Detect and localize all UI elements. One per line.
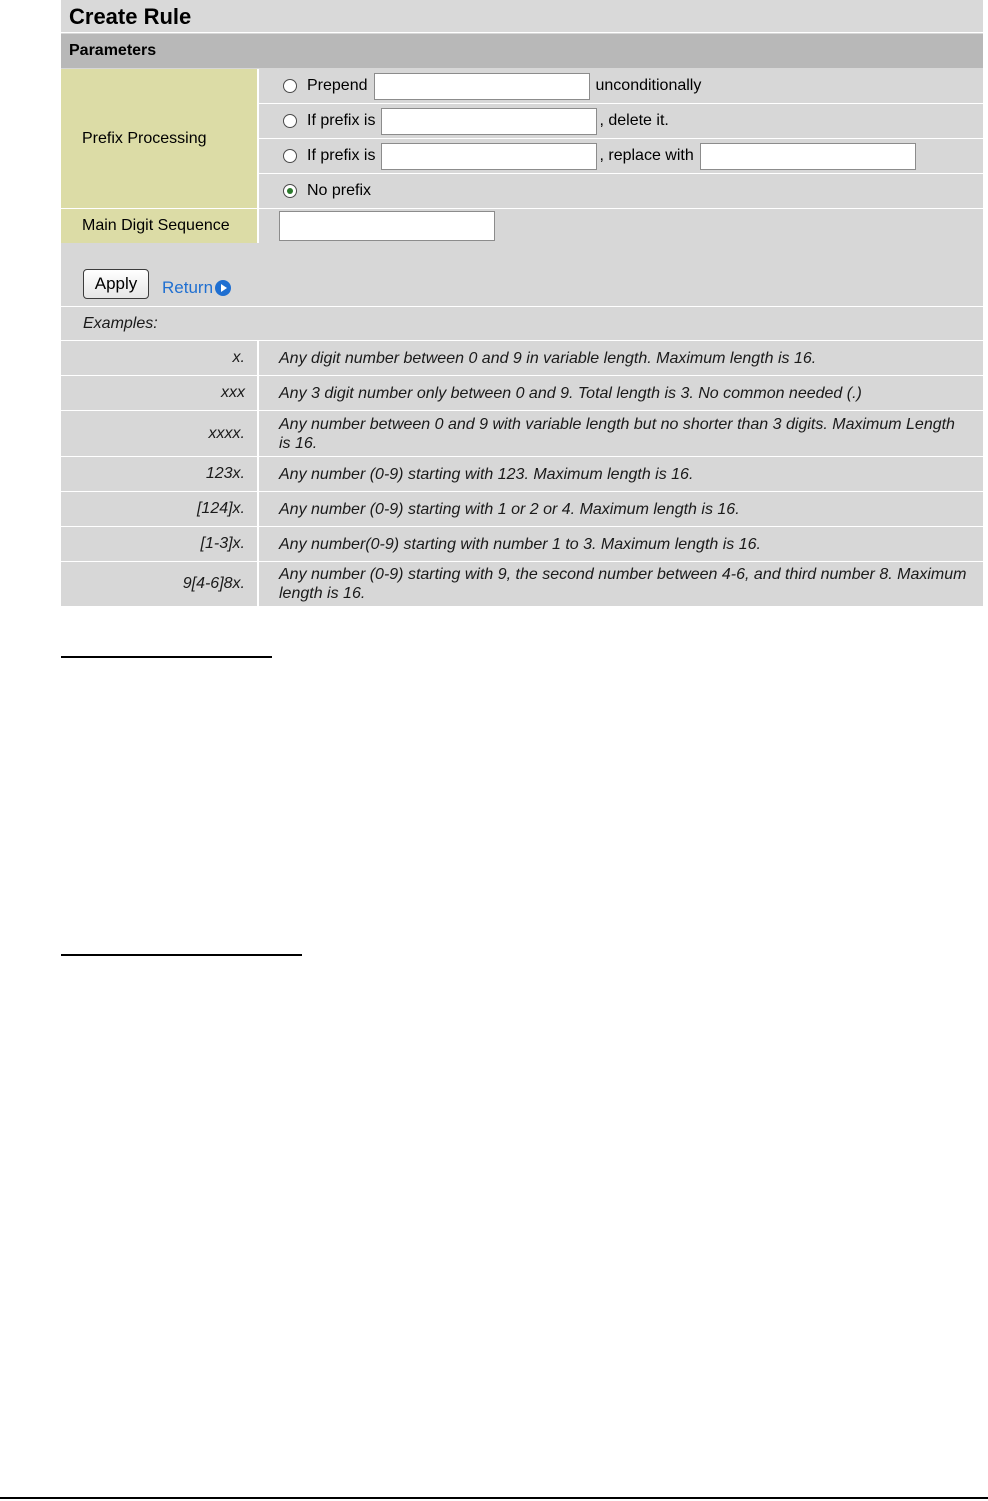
page-title: Create Rule: [61, 0, 983, 33]
prefix-processing-label-text: Prefix Processing: [82, 129, 207, 147]
delete-prefix-suffix: , delete it.: [599, 112, 669, 129]
example-description: Any 3 digit number only between 0 and 9. Total length is 3. No common needed (.): [279, 384, 862, 402]
example-pattern: 9[4-6]8x.: [182, 575, 245, 592]
example-description: Any number(0-9) starting with number 1 to 3. Maximum length is 16.: [279, 535, 761, 553]
prepend-input[interactable]: [374, 73, 590, 100]
replace-prefix-input[interactable]: [381, 143, 597, 170]
return-label[interactable]: Return: [162, 278, 214, 297]
main-digit-sequence-input[interactable]: [279, 211, 495, 241]
replace-with-input[interactable]: [700, 143, 916, 170]
example-row: [61, 527, 983, 561]
arrow-right-circle-icon[interactable]: [215, 280, 231, 296]
prefix-option-none: [259, 174, 983, 208]
example-description: Any number (0-9) starting with 123. Maximum length is 16.: [279, 465, 694, 483]
prepend-radio[interactable]: [283, 79, 297, 93]
delete-prefix-input[interactable]: [381, 108, 597, 135]
example-row: [61, 341, 983, 375]
prepend-suffix: unconditionally: [595, 77, 702, 94]
replace-prefix-label: If prefix is: [307, 147, 376, 164]
example-row: [61, 492, 983, 526]
apply-button[interactable]: Apply: [83, 269, 149, 299]
example-pattern: xxx: [221, 384, 245, 401]
example-pattern: [124]x.: [196, 500, 245, 517]
prefix-processing-label: [61, 69, 257, 208]
underline-divider: [61, 954, 302, 956]
page-bottom-rule: [0, 1497, 988, 1499]
main-digit-sequence-row: [259, 209, 983, 243]
main-digit-sequence-label-text: Main Digit Sequence: [82, 217, 230, 234]
examples-heading: Examples:: [83, 315, 158, 332]
underline-divider: [61, 656, 272, 658]
example-row: [61, 457, 983, 491]
example-pattern: x.: [232, 349, 245, 366]
example-pattern: xxxx.: [208, 424, 245, 442]
section-title-parameters: Parameters: [61, 34, 983, 68]
prefix-option-replace: [259, 139, 983, 173]
example-description: Any digit number between 0 and 9 in variable length. Maximum length is 16.: [279, 349, 817, 367]
no-prefix-radio[interactable]: [283, 184, 297, 198]
main-digit-sequence-label: [61, 209, 257, 243]
example-row: [61, 411, 983, 456]
prefix-option-prepend: [259, 69, 983, 103]
replace-with-label: , replace with: [599, 147, 694, 164]
example-row: [61, 562, 983, 606]
delete-prefix-radio[interactable]: [283, 114, 297, 128]
delete-prefix-label: If prefix is: [307, 112, 376, 129]
no-prefix-label: No prefix: [307, 182, 372, 199]
prepend-label: Prepend: [307, 77, 368, 94]
return-link[interactable]: [162, 278, 231, 298]
replace-prefix-radio[interactable]: [283, 149, 297, 163]
create-rule-panel: [61, 0, 983, 606]
example-description: Any number (0-9) starting with 1 or 2 or 4. Maximum length is 16.: [279, 500, 740, 518]
example-description: Any number between 0 and 9 with variable length but no shorter than 3 digits. Maximum Length is 16.: [279, 415, 955, 452]
prefix-option-delete: [259, 104, 983, 138]
example-pattern: [1-3]x.: [200, 535, 245, 552]
example-pattern: 123x.: [205, 465, 245, 482]
example-row: [61, 376, 983, 410]
example-description: Any number (0-9) starting with 9, the second number between 4-6, and third number 8. Maximum length is 16.: [279, 566, 967, 602]
